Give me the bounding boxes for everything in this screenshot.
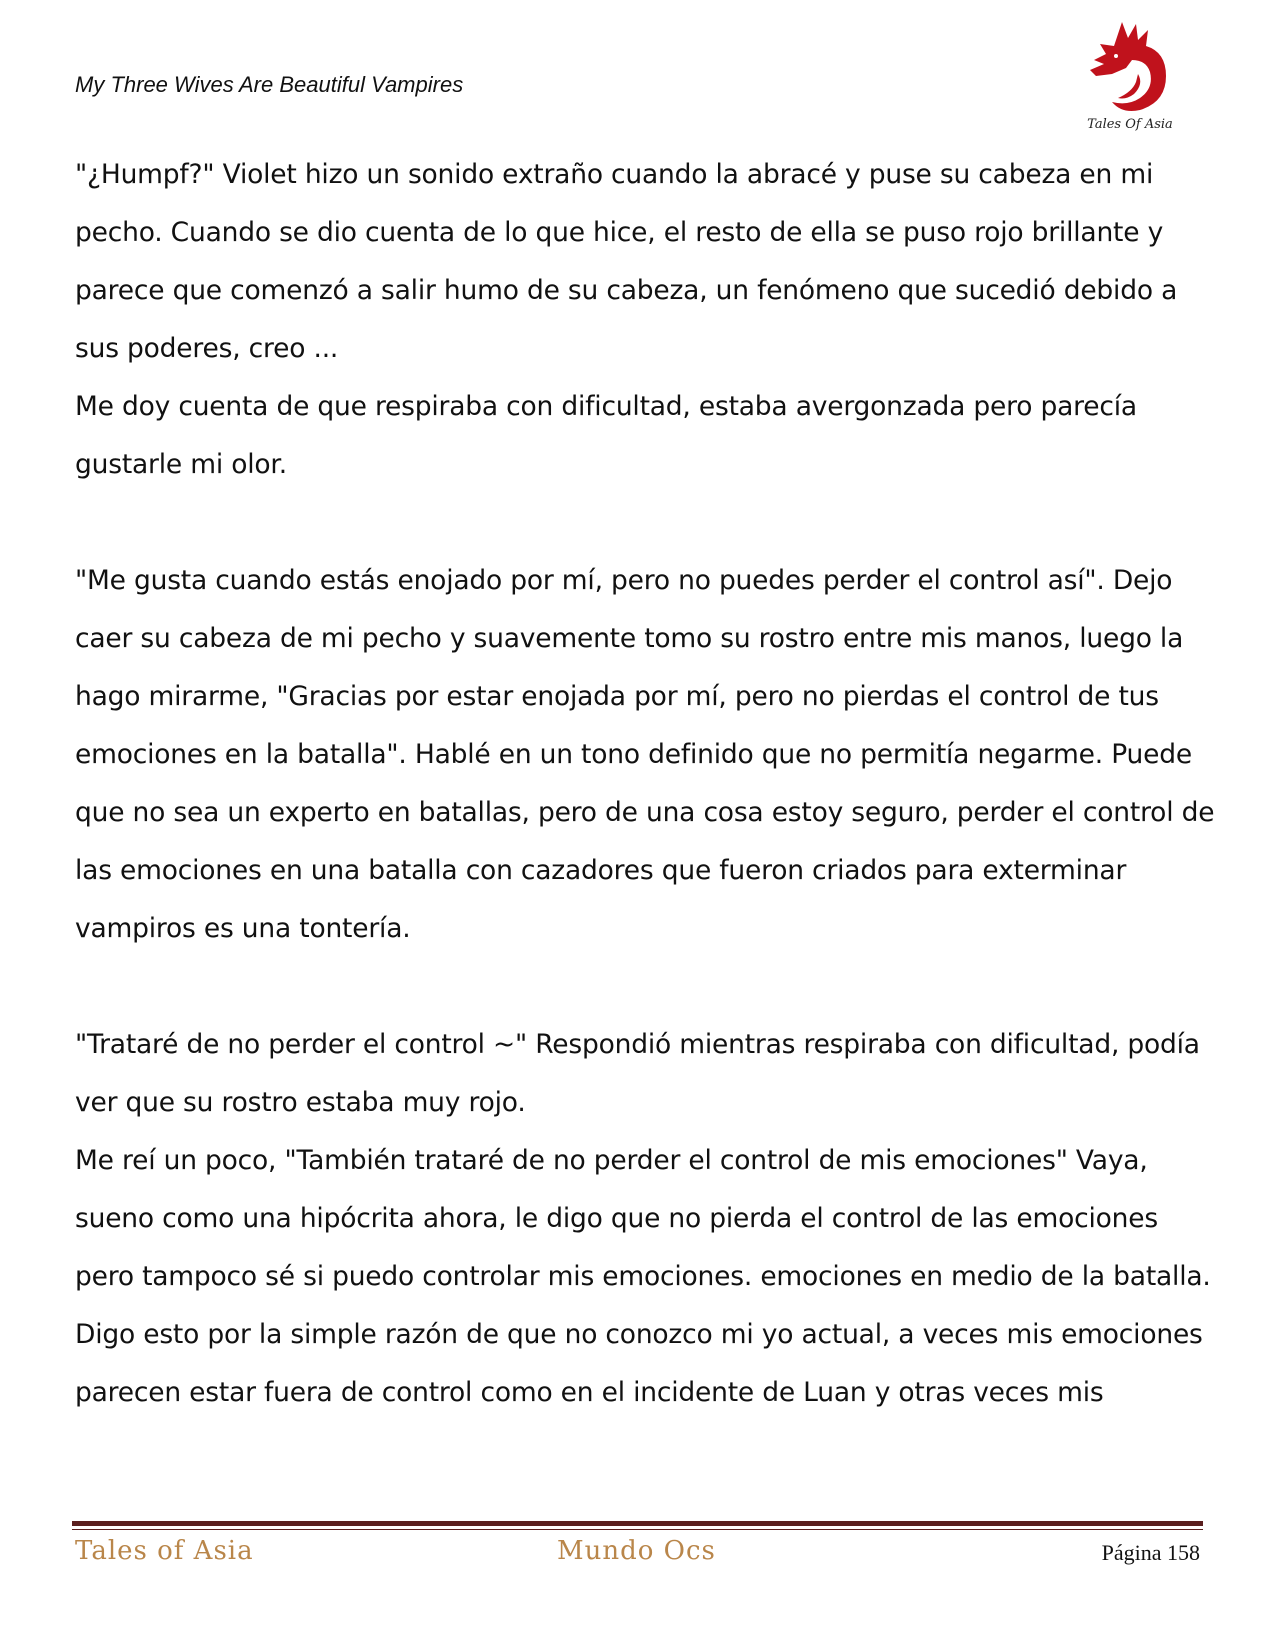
text-line: gustarle mi olor. bbox=[75, 449, 287, 480]
text-line: vampiros es una tontería. bbox=[75, 913, 411, 944]
paragraph-gap bbox=[75, 494, 1205, 552]
page-number: Página 158 bbox=[1101, 1540, 1200, 1565]
logo-text: Tales Of Asia bbox=[1087, 117, 1173, 132]
text-line: sueno como una hipócrita ahora, le digo que no pierda el control de las emociones bbox=[75, 1203, 1158, 1234]
footer-center-label: Mundo Ocs bbox=[557, 1536, 716, 1566]
text-line: sus poderes, creo ... bbox=[75, 333, 339, 364]
paragraph-gap bbox=[75, 958, 1205, 1016]
text-line: pero tampoco sé si puedo controlar mis emociones. emociones en medio de la batalla. bbox=[75, 1261, 1211, 1292]
text-line: Digo esto por la simple razón de que no conozco mi yo actual, a veces mis emociones bbox=[75, 1319, 1203, 1350]
text-line: caer su cabeza de mi pecho y suavemente tomo su rostro entre mis manos, luego la bbox=[75, 623, 1184, 654]
text-line: Me reí un poco, "También trataré de no perder el control de mis emociones" Vaya, bbox=[75, 1145, 1148, 1176]
text-line: "¿Humpf?" Violet hizo un sonido extraño cuando la abracé y puse su cabeza en mi bbox=[75, 159, 1154, 190]
document-header-title: My Three Wives Are Beautiful Vampires bbox=[75, 72, 464, 97]
text-line: pecho. Cuando se dio cuenta de lo que hice, el resto de ella se puso rojo brillante y bbox=[75, 217, 1164, 248]
footer-left-label: Tales of Asia bbox=[75, 1536, 254, 1566]
footer-divider-thick bbox=[72, 1521, 1203, 1526]
text-line: hago mirarme, "Gracias por estar enojada por mí, pero no pierdas el control de tus bbox=[75, 681, 1159, 712]
text-line: emociones en la batalla". Hablé en un tono definido que no permitía negarme. Puede bbox=[75, 739, 1192, 770]
text-line: "Trataré de no perder el control ~" Respondió mientras respiraba con dificultad, podía bbox=[75, 1029, 1200, 1060]
text-line: que no sea un experto en batallas, pero de una cosa estoy seguro, perder el control de bbox=[75, 797, 1215, 828]
body-text bbox=[75, 146, 1215, 1422]
dragon-logo-icon bbox=[1082, 14, 1178, 136]
text-line: parecen estar fuera de control como en el incidente de Luan y otras veces mis bbox=[75, 1377, 1104, 1408]
text-line: "Me gusta cuando estás enojado por mí, pero no puedes perder el control así". Dejo bbox=[75, 565, 1173, 596]
text-line: ver que su rostro estaba muy rojo. bbox=[75, 1087, 526, 1118]
footer-divider-thin bbox=[72, 1529, 1203, 1530]
text-line: Me doy cuenta de que respiraba con dificultad, estaba avergonzada pero parecía bbox=[75, 391, 1137, 422]
text-line: parece que comenzó a salir humo de su cabeza, un fenómeno que sucedió debido a bbox=[75, 275, 1178, 306]
text-line: las emociones en una batalla con cazadores que fueron criados para exterminar bbox=[75, 855, 1127, 886]
